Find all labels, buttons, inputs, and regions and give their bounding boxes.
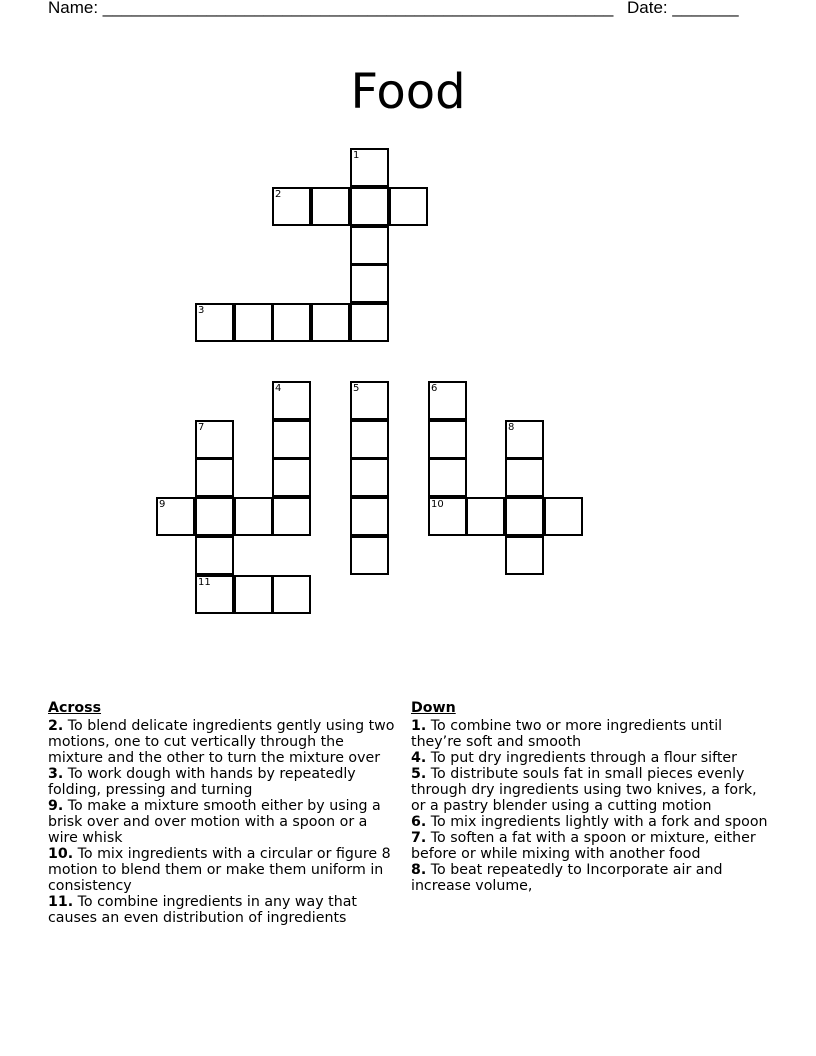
puzzle-title: Food xyxy=(350,64,466,121)
down-clue xyxy=(411,750,771,766)
clue-number-label: 4. xyxy=(411,750,427,766)
grid-cell[interactable] xyxy=(350,187,389,226)
across-clue xyxy=(48,766,398,798)
down-clue xyxy=(411,862,771,894)
clue-text: To make a mixture smooth either by using a brisk over and over motion with a spoon or a wire whisk xyxy=(48,798,381,846)
across-clue xyxy=(48,846,398,894)
down-clues xyxy=(411,700,771,894)
clue-number: 4 xyxy=(275,383,282,394)
clue-number: 11 xyxy=(198,577,211,588)
grid-cell[interactable] xyxy=(389,187,428,226)
grid-cell[interactable] xyxy=(195,458,234,497)
clue-number: 10 xyxy=(431,499,444,510)
grid-cell[interactable] xyxy=(350,226,389,265)
clue-text: To soften a fat with a spoon or mixture, either before or while mixing with another food xyxy=(411,830,756,862)
grid-cell[interactable] xyxy=(311,187,350,226)
grid-cell[interactable] xyxy=(350,536,389,575)
clue-number-label: 11. xyxy=(48,894,74,910)
grid-cell[interactable] xyxy=(272,575,311,614)
down-clue xyxy=(411,766,771,814)
grid-cell[interactable] xyxy=(350,148,389,187)
grid-cell[interactable] xyxy=(428,381,467,420)
clue-text: To mix ingredients lightly with a fork and spoon xyxy=(430,814,768,830)
clue-number-label: 9. xyxy=(48,798,64,814)
grid-cell[interactable] xyxy=(350,264,389,303)
grid-cell[interactable] xyxy=(234,575,273,614)
clue-number: 7 xyxy=(198,422,205,433)
down-clue xyxy=(411,814,771,830)
grid-cell[interactable] xyxy=(505,420,544,459)
across-clues xyxy=(48,700,398,926)
clue-number-label: 1. xyxy=(411,718,427,734)
grid-cell[interactable] xyxy=(505,536,544,575)
grid-cell[interactable] xyxy=(350,497,389,536)
grid-cell[interactable] xyxy=(428,458,467,497)
grid-cell[interactable] xyxy=(505,497,544,536)
grid-cell[interactable] xyxy=(234,303,273,342)
clue-number: 3 xyxy=(198,305,205,316)
clue-number-label: 7. xyxy=(411,830,427,846)
clue-number: 1 xyxy=(353,150,360,161)
grid-cell[interactable] xyxy=(272,381,311,420)
across-clue xyxy=(48,894,398,926)
grid-cell[interactable] xyxy=(350,381,389,420)
grid-cell[interactable] xyxy=(195,303,234,342)
grid-cell[interactable] xyxy=(428,420,467,459)
grid-cell[interactable] xyxy=(466,497,505,536)
down-clue xyxy=(411,830,771,862)
clue-text: To combine ingredients in any way that causes an even distribution of ingredients xyxy=(48,894,357,926)
across-heading: Across xyxy=(48,700,102,716)
down-heading: Down xyxy=(411,700,456,716)
clue-number-label: 8. xyxy=(411,862,427,878)
grid-cell[interactable] xyxy=(195,497,234,536)
clue-text: To combine two or more ingredients until they’re soft and smooth xyxy=(411,718,723,750)
grid-cell[interactable] xyxy=(350,303,389,342)
across-clue-list xyxy=(48,718,398,926)
clue-number-label: 5. xyxy=(411,766,427,782)
grid-cell[interactable] xyxy=(544,497,583,536)
across-clue xyxy=(48,798,398,846)
grid-cell[interactable] xyxy=(272,458,311,497)
grid-cell[interactable] xyxy=(195,536,234,575)
grid-cell[interactable] xyxy=(195,420,234,459)
clue-number: 5 xyxy=(353,383,360,394)
clue-number-label: 6. xyxy=(411,814,427,830)
clue-text: To beat repeatedly to Incorporate air and increase volume, xyxy=(411,862,723,894)
grid-cell[interactable] xyxy=(428,497,467,536)
clue-text: To blend delicate ingredients gently using two motions, one to cut vertically through the mixture and the other to turn the mixture over xyxy=(48,718,395,766)
clue-text: To distribute souls fat in small pieces evenly through dry ingredients using two knives, a fork, or a pastry blender using a cutting motion xyxy=(411,766,757,814)
grid-cell[interactable] xyxy=(350,458,389,497)
clue-text: To work dough with hands by repeatedly folding, pressing and turning xyxy=(48,766,356,798)
name-field-line: Name: ______________________________________________________ xyxy=(48,0,614,17)
grid-cell[interactable] xyxy=(272,420,311,459)
grid-cell[interactable] xyxy=(156,497,195,536)
grid-cell[interactable] xyxy=(272,187,311,226)
clue-number: 2 xyxy=(275,189,282,200)
date-field-line: Date: _______ xyxy=(627,0,739,17)
clue-number-label: 10. xyxy=(48,846,74,862)
down-clue-list xyxy=(411,718,771,894)
clue-text: To mix ingredients with a circular or figure 8 motion to blend them or make them uniform in consistency xyxy=(48,846,391,894)
grid-cell[interactable] xyxy=(272,497,311,536)
grid-cell[interactable] xyxy=(272,303,311,342)
clue-number: 6 xyxy=(431,383,438,394)
clue-number: 8 xyxy=(508,422,515,433)
grid-cell[interactable] xyxy=(350,420,389,459)
grid-cell[interactable] xyxy=(505,458,544,497)
grid-cell[interactable] xyxy=(311,303,350,342)
grid-cell[interactable] xyxy=(234,497,273,536)
down-clue xyxy=(411,718,771,750)
clue-number-label: 3. xyxy=(48,766,64,782)
across-clue xyxy=(48,718,398,766)
clue-number: 9 xyxy=(159,499,166,510)
clue-number-label: 2. xyxy=(48,718,64,734)
grid-cell[interactable] xyxy=(195,575,234,614)
clue-text: To put dry ingredients through a flour sifter xyxy=(430,750,737,766)
